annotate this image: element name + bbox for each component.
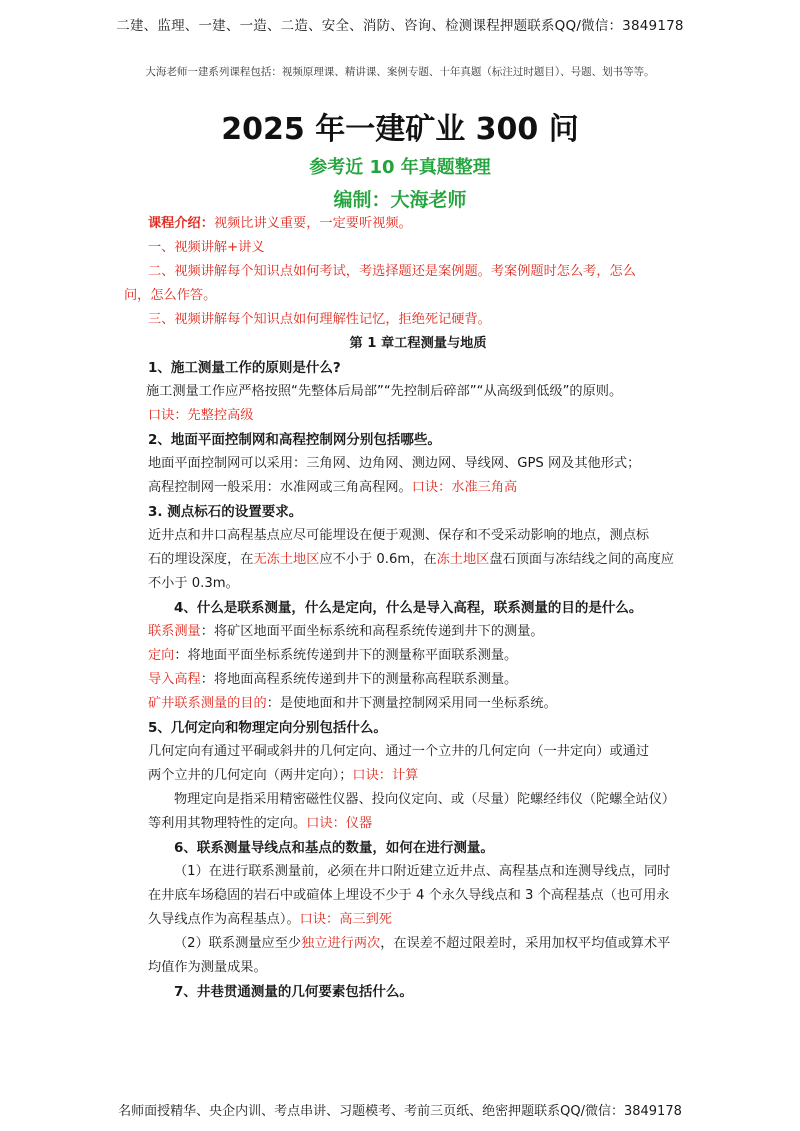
q5-tip-1: 口诀：计算 xyxy=(352,768,419,783)
q3-a2-red2: 冻土地区 xyxy=(436,552,490,567)
q6-b1-red: 独立进行两次 xyxy=(301,936,381,951)
question-5-answer-3: 物理定向是指采用精密磁性仪器、投向仪定向、或（尽量）陀螺经纬仪（陀螺全站仪） xyxy=(174,792,676,807)
q3-a2-mid: 应不小于 0.6m，在 xyxy=(319,552,437,567)
q5-a2-text: 两个立井的几何定向（两井定向）； xyxy=(148,768,353,783)
question-1-tip: 口诀：先整控高级 xyxy=(148,408,254,423)
question-4-line-4 xyxy=(148,692,688,716)
question-3-answer-3: 不小于 0.3m。 xyxy=(148,576,239,591)
header-contact-line: 二建、监理、一建、一造、二造、安全、消防、咨询、检测课程押题联系QQ/微信：3849178 xyxy=(116,18,684,34)
question-6-answer-5: 均值作为测量成果。 xyxy=(148,960,267,975)
q3-a2-post: 盘石顶面与冻结线之间的高度应 xyxy=(489,552,674,567)
intro-item-3: 三、视频讲解每个知识点如何理解性记忆，拒绝死记硬背。 xyxy=(148,312,491,327)
question-6-answer-4 xyxy=(148,932,688,956)
intro-item-2b: 问，怎么作答。 xyxy=(124,288,217,303)
question-2-title: 2、地面平面控制网和高程控制网分别包括哪些。 xyxy=(148,432,441,448)
question-3-answer-2 xyxy=(148,548,688,572)
q4-l3-label: 导入高程 xyxy=(148,672,201,687)
question-2-answer-1: 地面平面控制网可以采用：三角网、边角网、测边网、导线网、GPS 网及其他形式； xyxy=(148,456,641,471)
intro-item-2a: 二、视频讲解每个知识点如何考试，考选择题还是案例题。考案例题时怎么考，怎么 xyxy=(148,264,636,279)
question-6-answer-2: 在井底车场稳固的岩石中或碹体上埋设不少于 4 个永久导线点和 3 个高程基点（也可用永 xyxy=(148,888,670,903)
question-2-answer-2-text: 高程控制网一般采用：水准网或三角高程网。 xyxy=(148,480,412,495)
q6-tip: 口诀：高三到死 xyxy=(299,912,392,927)
question-4-line-1 xyxy=(148,620,688,644)
document-author: 编制：大海老师 xyxy=(333,189,467,211)
q6-a3-text: 久导线点作为高程基点）。 xyxy=(148,912,300,927)
question-2-answer-2 xyxy=(148,476,688,500)
question-4-line-3 xyxy=(148,668,688,692)
document-subtitle: 参考近 10 年真题整理 xyxy=(309,157,491,178)
q4-l1-text: ：将矿区地面平面坐标系统和高程系统传递到井下的测量。 xyxy=(200,624,544,639)
question-4-line-2 xyxy=(148,644,688,668)
q3-a2-pre: 石的埋设深度，在 xyxy=(148,552,254,567)
question-6-answer-1: （1）在进行联系测量前，必须在井口附近建立近井点、高程基点和连测导线点，同时 xyxy=(174,864,671,879)
question-5-answer-1: 几何定向有通过平硐或斜井的几何定向、通过一个立井的几何定向（一井定向）或通过 xyxy=(148,744,650,759)
question-5-answer-4 xyxy=(148,812,688,836)
q4-l3-text: ：将地面高程系统传递到井下的测量称高程联系测量。 xyxy=(200,672,518,687)
question-5-answer-2 xyxy=(148,764,688,788)
q4-l2-text: ：将地面平面坐标系统传递到井下的测量称平面联系测量。 xyxy=(174,648,518,663)
q6-b1-pre: （2）联系测量应至少 xyxy=(174,936,302,951)
q3-a2-red1: 无冻土地区 xyxy=(253,552,320,567)
intro-item-1: 一、视频讲解+讲义 xyxy=(148,240,265,255)
intro-text: 视频比讲义重要，一定要听视频。 xyxy=(213,216,412,231)
intro-line xyxy=(148,212,688,236)
header-course-line: 大海老师一建系列课程包括：视频原理课、精讲课、案例专题、十年真题（标注过时题目）、号题、划书等等。 xyxy=(145,66,655,78)
chapter-heading: 第 1 章工程测量与地质 xyxy=(349,336,487,351)
document-body xyxy=(124,212,688,1004)
q4-l4-text: ：是使地面和井下测量控制网采用同一坐标系统。 xyxy=(266,696,557,711)
q4-l1-label: 联系测量 xyxy=(148,624,201,639)
q4-l2-label: 定向 xyxy=(148,648,175,663)
question-1-title: 1、施工测量工作的原则是什么? xyxy=(148,360,341,376)
question-7-title: 7、井巷贯通测量的几何要素包括什么。 xyxy=(174,984,413,1000)
question-3-answer-1: 近井点和井口高程基点应尽可能埋设在便于观测、保存和不受采动影响的地点，测点标 xyxy=(148,528,650,543)
q5-a4-text: 等利用其物理特性的定向。 xyxy=(148,816,307,831)
question-4-title: 4、什么是联系测量，什么是定向，什么是导入高程，联系测量的目的是什么。 xyxy=(174,600,643,616)
question-3-title: 3. 测点标石的设置要求。 xyxy=(148,504,303,520)
q4-l4-label: 矿井联系测量的目的 xyxy=(148,696,267,711)
q5-tip-2: 口诀：仪器 xyxy=(306,816,373,831)
footer-contact-line: 名师面授精华、央企内训、考点串讲、习题模考、考前三页纸、绝密押题联系QQ/微信：3849178 xyxy=(118,1104,682,1119)
question-1-answer: 施工测量工作应严格按照“先整体后局部”“先控制后碎部”“从高级到低级”的原则。 xyxy=(146,384,623,399)
question-2-tip: 口诀：水准三角高 xyxy=(411,480,518,495)
q6-b1-post: ，在误差不超过限差时，采用加权平均值或算术平 xyxy=(380,936,671,951)
intro-label: 课程介绍： xyxy=(148,216,214,231)
question-6-answer-3 xyxy=(148,908,688,932)
question-6-title: 6、联系测量导线点和基点的数量，如何在进行测量。 xyxy=(174,840,494,856)
document-title: 2025 年一建矿业 300 问 xyxy=(221,112,579,147)
question-5-title: 5、几何定向和物理定向分别包括什么。 xyxy=(148,720,387,736)
